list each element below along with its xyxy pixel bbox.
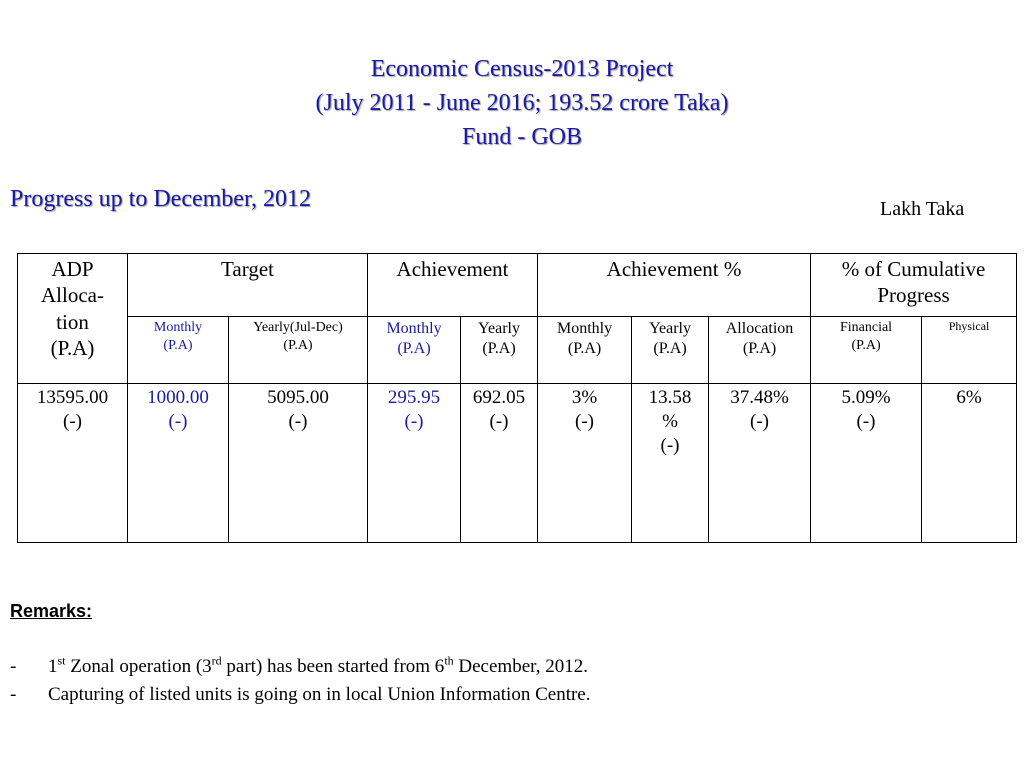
table-row [18,384,1017,543]
title-line-2: (July 2011 - June 2016; 193.52 crore Taka) [315,90,729,116]
subheader-target-monthly: Monthly (P.A) [128,317,229,384]
subheader-percent-allocation: Allocation (P.A) [709,317,811,384]
remark-text: Capturing of listed units is going on in local Union Information Centre. [48,684,591,705]
subheader-percent-yearly: Yearly (P.A) [632,317,709,384]
subheader-cumulative-financial: Financial (P.A) [811,317,922,384]
remark-item-2 [10,684,590,706]
progress-table [17,253,1017,543]
unit-label: Lakh Taka [880,198,965,220]
header-achievement: Achievement [368,254,538,317]
page-title [0,52,1024,154]
cell-target-monthly: 1000.00 (-) [128,384,229,543]
cell-percent-allocation: 37.48% (-) [709,384,811,543]
subheader-cumulative-physical: Physical [922,317,1017,384]
bullet-dash: - [10,684,17,705]
title-line-3: Fund - GOB [461,124,582,150]
progress-subheading: Progress up to December, 2012 [10,186,311,212]
header-cumulative-progress: % of Cumulative Progress [811,254,1017,317]
subheader-achievement-monthly: Monthly (P.A) [368,317,461,384]
title-line-1: Economic Census-2013 Project [370,56,674,82]
cell-target-yearly: 5095.00 (-) [229,384,368,543]
cell-cumulative-physical: 6% [922,384,1017,543]
bullet-dash: - [10,656,17,677]
header-target: Target [128,254,368,317]
subheader-percent-monthly: Monthly (P.A) [538,317,632,384]
header-row [18,254,1017,317]
subheader-achievement-yearly: Yearly (P.A) [461,317,538,384]
header-achievement-percent: Achievement % [538,254,811,317]
cell-percent-yearly: 13.58 % (-) [632,384,709,543]
remark-item-1: - 1st Zonal operation (3rd part) has been started from 6th December, 2012. [10,653,588,677]
remarks-heading: Remarks: [10,601,93,621]
cell-achievement-monthly: 295.95 (-) [368,384,461,543]
cell-adp-allocation: 13595.00 (-) [18,384,128,543]
cell-achievement-yearly: 692.05 (-) [461,384,538,543]
cell-percent-monthly: 3% (-) [538,384,632,543]
cell-cumulative-financial: 5.09% (-) [811,384,922,543]
subheader-target-yearly: Yearly(Jul-Dec) (P.A) [229,317,368,384]
header-adp-allocation: ADP Alloca- tion (P.A) [18,254,128,384]
subheader-row [18,317,1017,384]
